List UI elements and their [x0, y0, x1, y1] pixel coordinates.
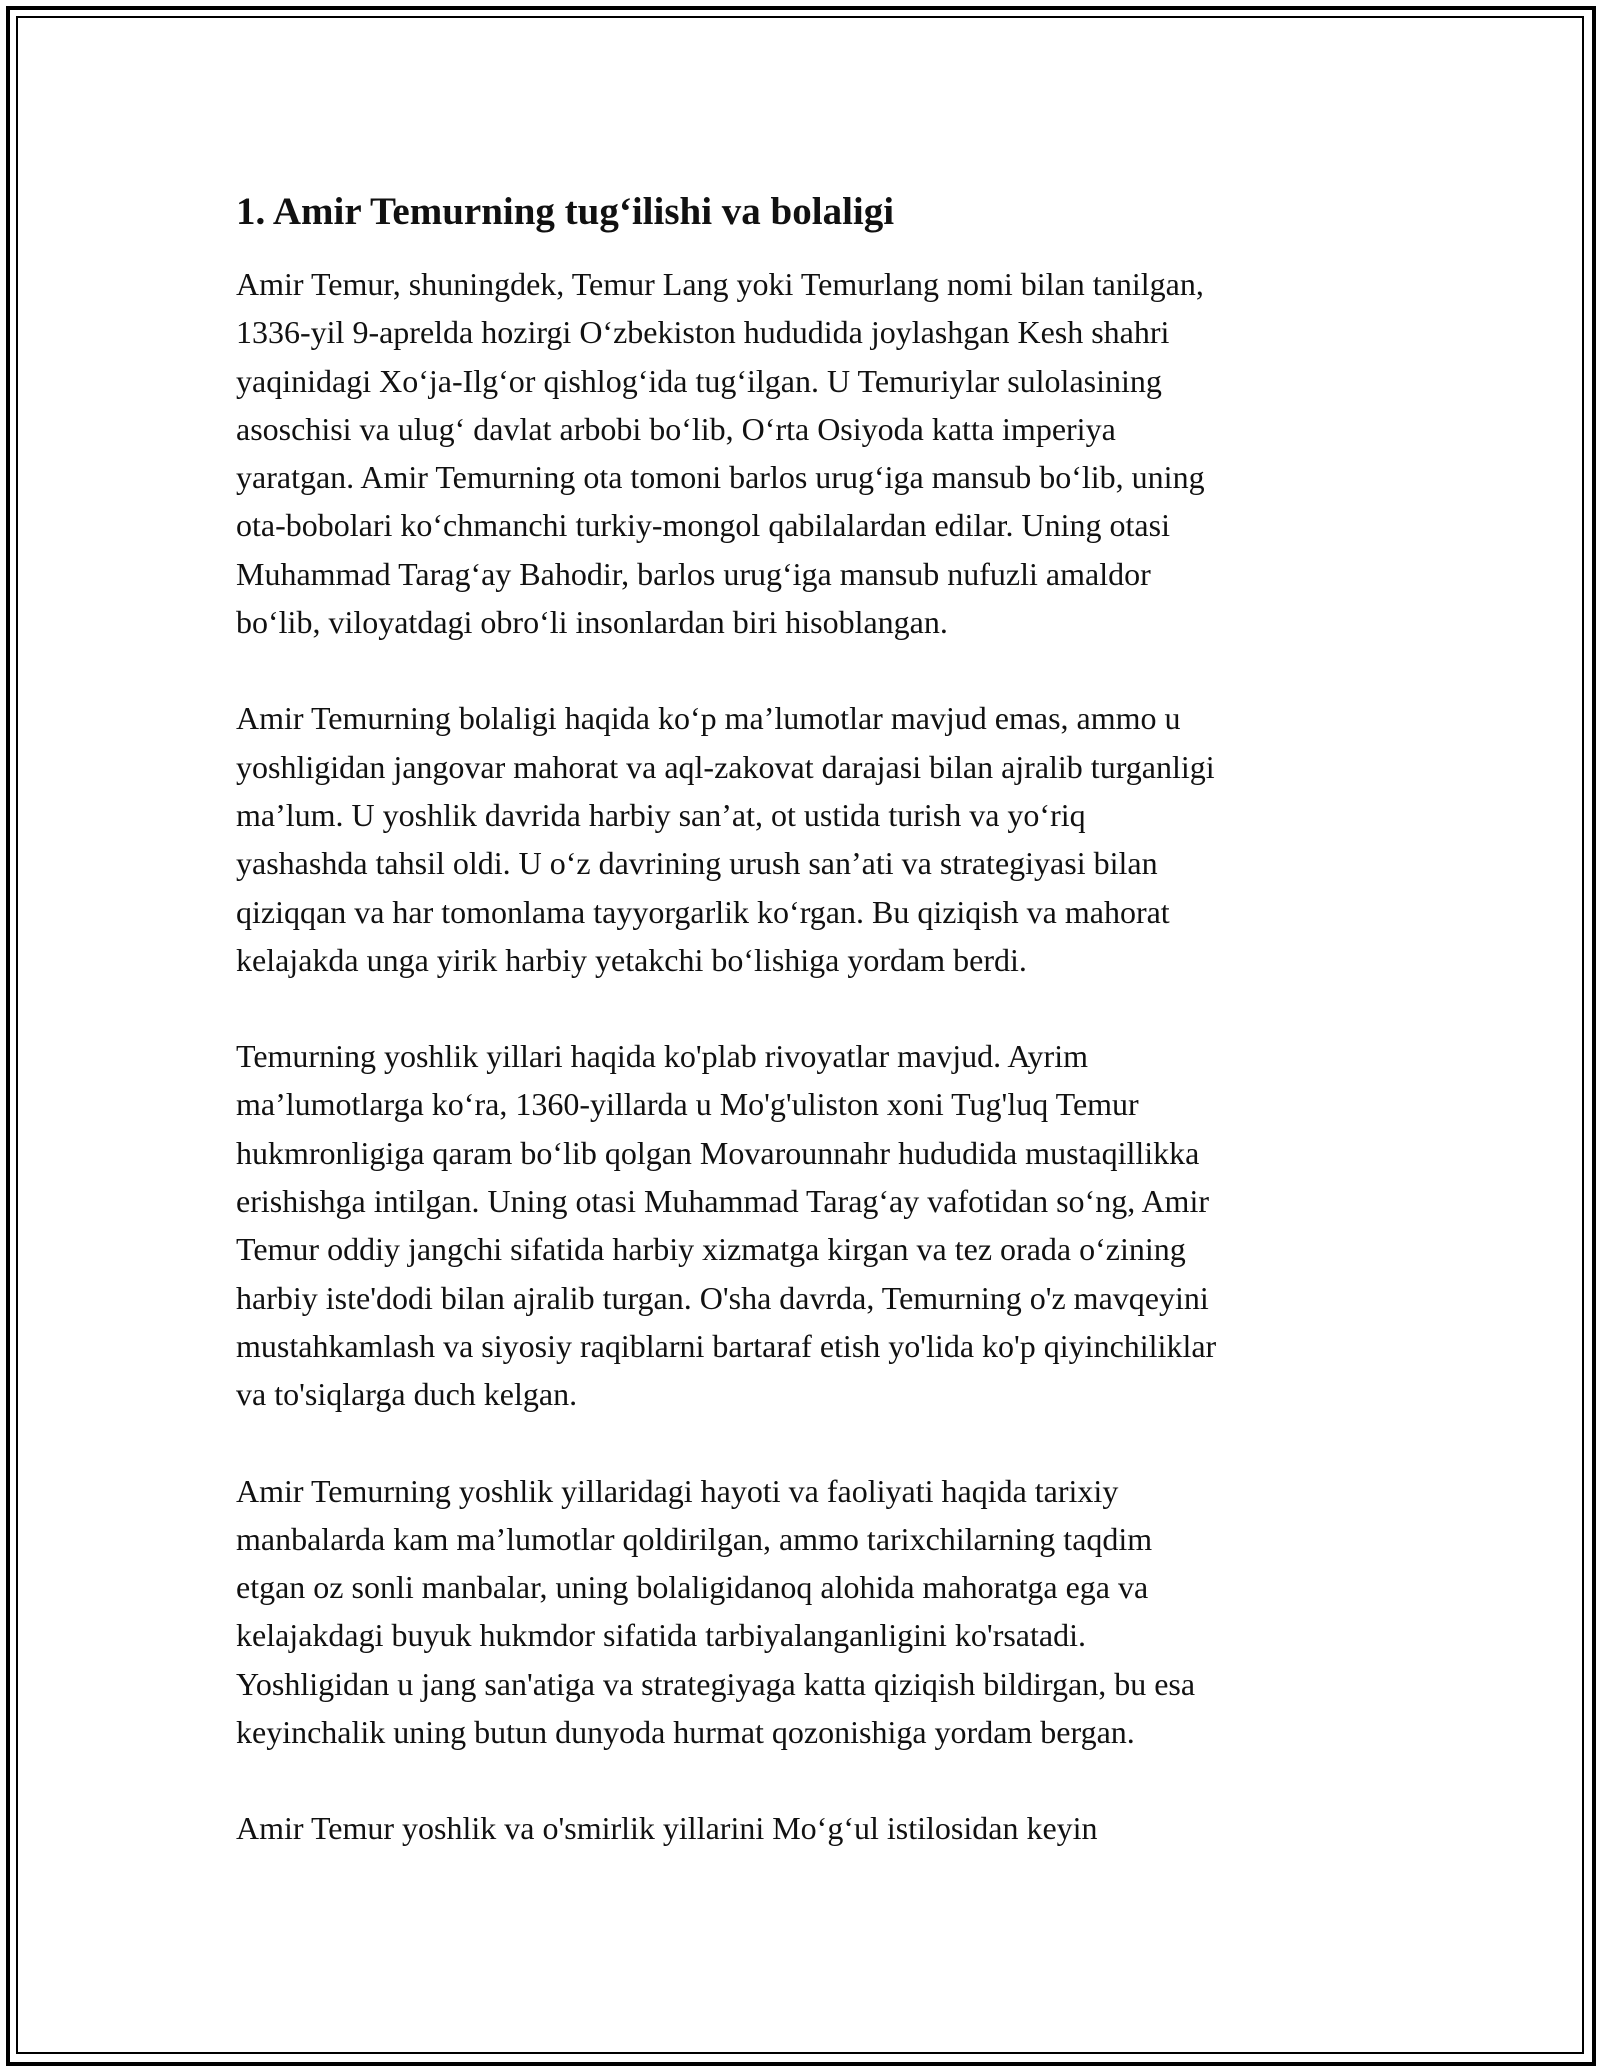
section-heading: 1. Amir Temurning tug‘ilishi va bolaligi	[236, 190, 895, 233]
paragraph	[236, 694, 1366, 984]
text-line: Temurning yoshlik yillari haqida ko'plab rivoyatlar mavjud. Ayrim	[236, 1038, 1088, 1075]
text-line: ma’lumotlarga ko‘ra, 1360-yillarda u Mo'g'uliston xoni Tug'luq Temur	[236, 1086, 1139, 1123]
paragraph	[236, 1032, 1366, 1418]
text-line: qiziqqan va har tomonlama tayyorgarlik ko‘rgan. Bu qiziqish va mahorat	[236, 893, 1170, 930]
text-line: keyinchalik uning butun dunyoda hurmat qozonishiga yordam bergan.	[236, 1714, 1135, 1751]
text-line: Temur oddiy jangchi sifatida harbiy xizmatga kirgan va tez orada o‘zining	[236, 1231, 1186, 1268]
text-line: hukmronligiga qaram bo‘lib qolgan Movarounnahr hududida mustaqillikka	[236, 1134, 1200, 1171]
text-line: Muhammad Tarag‘ay Bahodir, barlos urug‘iga mansub nufuzli amaldor	[236, 555, 1151, 592]
text-line: kelajakda unga yirik harbiy yetakchi bo‘lishiga yordam berdi.	[236, 941, 1027, 978]
paragraph	[236, 260, 1366, 646]
text-line: va to'siqlarga duch kelgan.	[236, 1376, 578, 1413]
text-line: Yoshligidan u jang san'atiga va strategiyaga katta qiziqish bildirgan, bu esa	[236, 1665, 1196, 1702]
paragraph	[236, 1804, 1366, 1852]
text-line: ma’lum. U yoshlik davrida harbiy san’at, ot ustida turish va yo‘riq	[236, 796, 1086, 833]
text-line: yoshligidan jangovar mahorat va aql-zakovat darajasi bilan ajralib turganligi	[236, 748, 1215, 785]
text-line: 1336-yil 9-aprelda hozirgi O‘zbekiston hududida joylashgan Kesh shahri	[236, 314, 1170, 351]
text-line: bo‘lib, viloyatdagi obro‘li insonlardan biri hisoblangan.	[236, 604, 948, 641]
text-line: Amir Temurning yoshlik yillaridagi hayoti va faoliyati haqida tarixiy	[236, 1472, 1119, 1509]
text-line: manbalarda kam ma’lumotlar qoldirilgan, ammo tarixchilarning taqdim	[236, 1520, 1153, 1557]
text-line: ota-bobolari ko‘chmanchi turkiy-mongol qabilalardan edilar. Uning otasi	[236, 507, 1170, 544]
text-line: Amir Temur yoshlik va o'smirlik yillarini Mo‘g‘ul istilosidan keyin	[236, 1810, 1098, 1847]
text-line: etgan oz sonli manbalar, uning bolaligidanoq alohida mahoratga ega va	[236, 1569, 1149, 1606]
text-line: yaqinidagi Xo‘ja-Ilg‘or qishlog‘ida tug‘ilgan. U Temuriylar sulolasining	[236, 362, 1162, 399]
text-line: harbiy iste'dodi bilan ajralib turgan. O'sha davrda, Temurning o'z mavqeyini	[236, 1279, 1209, 1316]
text-line: yashashda tahsil oldi. U o‘z davrining urush san’ati va strategiyasi bilan	[236, 845, 1158, 882]
text-line: asoschisi va ulug‘ davlat arbobi bo‘lib, O‘rta Osiyoda katta imperiya	[236, 410, 1116, 447]
document-body	[236, 186, 1366, 1901]
text-line: Amir Temurning bolaligi haqida ko‘p ma’lumotlar mavjud emas, ammo u	[236, 700, 1181, 737]
text-line: mustahkamlash va siyosiy raqiblarni bartaraf etish yo'lida ko'p qiyinchiliklar	[236, 1327, 1217, 1364]
text-line: yaratgan. Amir Temurning ota tomoni barlos urug‘iga mansub bo‘lib, uning	[236, 459, 1205, 496]
text-line: Amir Temur, shuningdek, Temur Lang yoki Temurlang nomi bilan tanilgan,	[236, 266, 1204, 302]
text-line: kelajakdagi buyuk hukmdor sifatida tarbiyalanganligini ko'rsatadi.	[236, 1617, 1086, 1654]
text-line: erishishga intilgan. Uning otasi Muhammad Tarag‘ay vafotidan so‘ng, Amir	[236, 1183, 1209, 1220]
paragraph	[236, 1467, 1366, 1757]
